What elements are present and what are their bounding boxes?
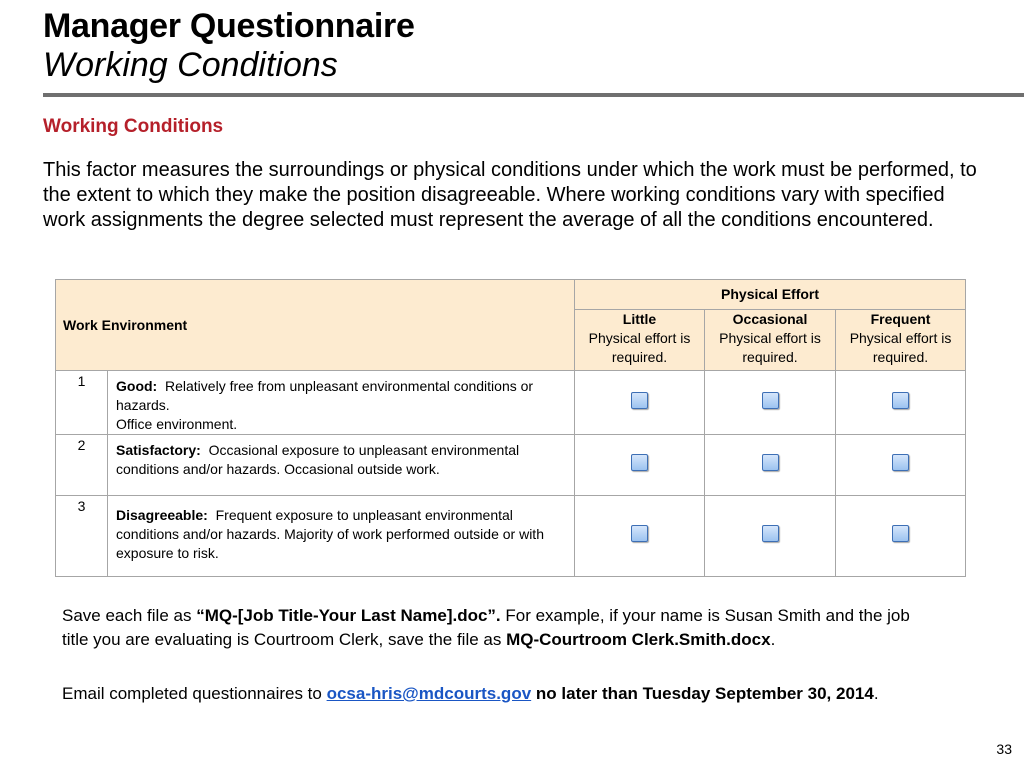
slide-title: Manager Questionnaire [43, 7, 415, 45]
checkbox-good-occasional[interactable] [762, 392, 779, 409]
condition-description [108, 371, 575, 435]
level-name: Little [622, 311, 657, 327]
table-row [56, 371, 966, 435]
checkbox-satisfactory-occasional[interactable] [762, 454, 779, 471]
email-prefix: Email completed questionnaires to [62, 684, 327, 703]
email-end: . [873, 684, 879, 703]
cell-good-little [575, 371, 705, 435]
checkbox-disagreeable-occasional[interactable] [762, 525, 779, 542]
save-end: . [770, 630, 776, 649]
row-number: 1 [56, 371, 108, 435]
condition-label: Satisfactory: [116, 442, 201, 458]
condition-description [108, 435, 575, 496]
work-environment-header: Work Environment [56, 280, 575, 371]
email-instructions [62, 682, 942, 706]
title-divider [43, 93, 1024, 97]
slide-subtitle: Working Conditions [43, 46, 338, 84]
cell-disagreeable-occasional [705, 496, 836, 577]
section-heading: Working Conditions [43, 116, 224, 137]
physical-effort-header: Physical Effort [575, 280, 966, 310]
row-number: 2 [56, 435, 108, 496]
level-header-frequent [836, 310, 966, 371]
cell-satisfactory-little [575, 435, 705, 496]
table-row [56, 496, 966, 577]
checkbox-satisfactory-frequent[interactable] [892, 454, 909, 471]
table-row [56, 435, 966, 496]
level-description: Physical effort is required. [849, 330, 952, 365]
condition-text: Relatively free from unpleasant environmental conditions or hazards. [116, 378, 534, 413]
save-prefix: Save each file as [62, 606, 197, 625]
level-description: Physical effort is required. [588, 330, 691, 365]
level-header-occasional [705, 310, 836, 371]
condition-label: Disagreeable: [116, 507, 208, 523]
level-name: Occasional [732, 311, 808, 327]
condition-example: Office environment. [116, 416, 238, 432]
level-name: Frequent [870, 311, 931, 327]
working-conditions-table [55, 279, 966, 577]
checkbox-satisfactory-little[interactable] [631, 454, 648, 471]
intro-paragraph: This factor measures the surroundings or physical conditions under which the work must be performed, to the extent to which they make the position disagreeable. Where working conditions vary with specified work assignments the degree selected must represent the average of all the conditions encountered. [43, 159, 977, 231]
row-number: 3 [56, 496, 108, 577]
save-instructions [62, 604, 932, 652]
save-filename-format: “MQ-[Job Title-Your Last Name].doc”. [196, 606, 501, 625]
checkbox-disagreeable-frequent[interactable] [892, 525, 909, 542]
condition-text: Occasional exposure to unpleasant environmental conditions and/or hazards. Occasional outside work. [116, 442, 520, 477]
save-example-filename: MQ-Courtroom Clerk.Smith.docx [506, 630, 771, 649]
condition-text: Frequent exposure to unpleasant environmental conditions and/or hazards. Majority of work performed outside or with exposure to risk. [116, 507, 544, 561]
email-link[interactable]: ocsa-hris@mdcourts.gov [326, 684, 532, 703]
cell-good-frequent [836, 371, 966, 435]
condition-label: Good: [116, 378, 158, 394]
cell-satisfactory-frequent [836, 435, 966, 496]
save-example: For example, if your name is Susan Smith and the job title you are evaluating is Courtroom Clerk, save the file as [62, 606, 910, 649]
level-header-little [575, 310, 705, 371]
level-description: Physical effort is required. [719, 330, 821, 365]
checkbox-good-little[interactable] [631, 392, 648, 409]
checkbox-disagreeable-little[interactable] [631, 525, 648, 542]
cell-disagreeable-frequent [836, 496, 966, 577]
cell-satisfactory-occasional [705, 435, 836, 496]
checkbox-good-frequent[interactable] [892, 392, 909, 409]
condition-description [108, 496, 575, 577]
page-number: 33 [996, 741, 1012, 757]
email-deadline: no later than Tuesday September 30, 2014 [531, 684, 874, 703]
cell-good-occasional [705, 371, 836, 435]
cell-disagreeable-little [575, 496, 705, 577]
